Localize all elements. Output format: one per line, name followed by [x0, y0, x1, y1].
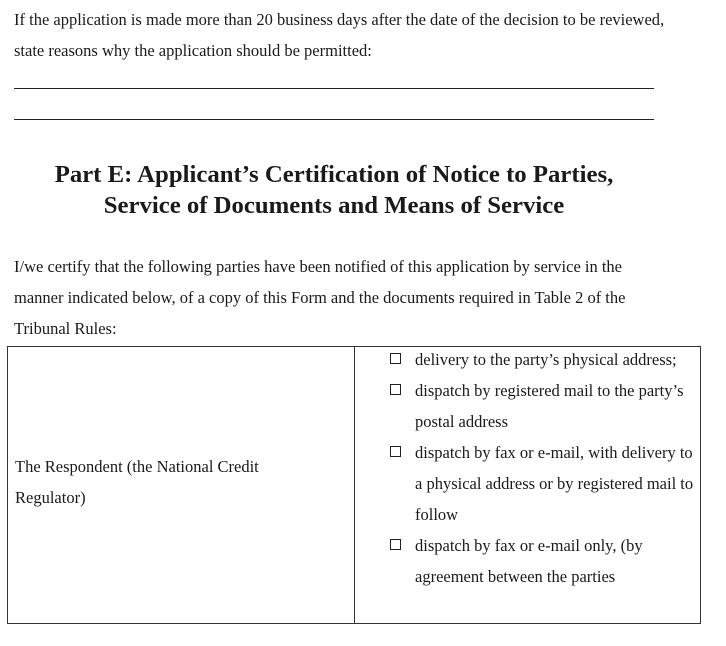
table-column-divider — [354, 347, 355, 623]
registered-mail-checkbox[interactable] — [390, 384, 401, 395]
option-label: delivery to the party’s physical address; — [415, 350, 677, 369]
service-table — [7, 346, 701, 624]
respondent-party-cell: The Respondent (the National Credit Regulator) — [15, 457, 259, 507]
fax-email-followup-checkbox[interactable] — [390, 446, 401, 457]
service-option-physical-delivery — [388, 344, 698, 375]
service-option-registered-mail — [388, 375, 698, 437]
option-label: dispatch by registered mail to the party’s postal address — [415, 381, 684, 431]
option-label: dispatch by fax or e-mail only, (by agreement between the parties — [415, 536, 643, 586]
service-method-options — [388, 344, 698, 592]
service-option-fax-email-with-followup — [388, 437, 698, 530]
physical-delivery-checkbox[interactable] — [390, 353, 401, 364]
certification-statement: I/we certify that the following parties have been notified of this application by service in the manner indicated below, of a copy of this Form and the documents required in Table 2 of the Tribunal Rules: — [14, 257, 626, 338]
fax-email-only-checkbox[interactable] — [390, 539, 401, 550]
part-e-heading: Part E: Applicant’s Certification of Notice to Parties, Service of Documents and Means of Service — [54, 161, 614, 219]
answer-line-1[interactable] — [14, 88, 654, 89]
answer-line-2[interactable] — [14, 119, 654, 120]
reasons-prompt: If the application is made more than 20 business days after the date of the decision to be reviewed, state reasons why the application should be permitted: — [14, 10, 665, 60]
service-option-fax-email-only — [388, 530, 698, 592]
option-label: dispatch by fax or e-mail, with delivery to a physical address or by registered mail to follow — [415, 443, 694, 524]
